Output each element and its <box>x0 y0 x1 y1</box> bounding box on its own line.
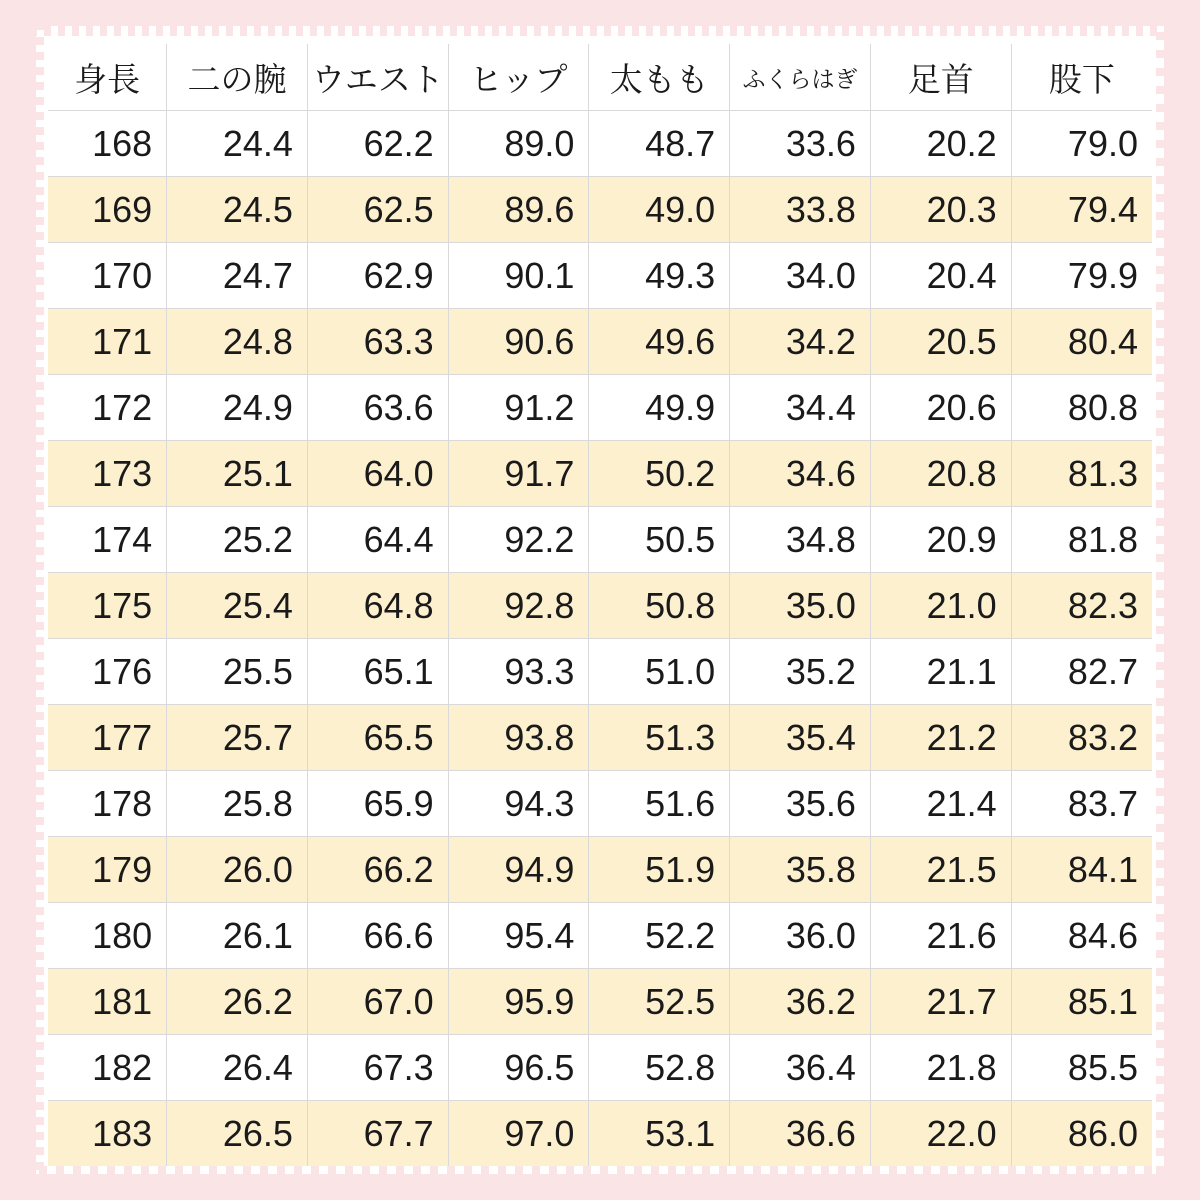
table-row <box>48 375 1152 441</box>
cell-inseam: 82.3 <box>1011 573 1152 639</box>
cell-ankle: 21.0 <box>870 573 1011 639</box>
cell-inseam: 86.0 <box>1011 1101 1152 1167</box>
cell-hip: 90.6 <box>448 309 589 375</box>
cell-thigh: 50.8 <box>589 573 730 639</box>
table-row <box>48 903 1152 969</box>
header-row <box>48 44 1152 111</box>
cell-calf: 34.2 <box>730 309 871 375</box>
cell-inseam: 85.5 <box>1011 1035 1152 1101</box>
cell-height: 169 <box>48 177 167 243</box>
cell-height: 175 <box>48 573 167 639</box>
table-row <box>48 837 1152 903</box>
cell-ankle: 20.8 <box>870 441 1011 507</box>
cell-calf: 36.2 <box>730 969 871 1035</box>
cell-hip: 90.1 <box>448 243 589 309</box>
cell-height: 168 <box>48 111 167 177</box>
cell-waist: 64.4 <box>307 507 448 573</box>
cell-inseam: 81.8 <box>1011 507 1152 573</box>
cell-thigh: 50.5 <box>589 507 730 573</box>
cell-ankle: 20.2 <box>870 111 1011 177</box>
cell-waist: 67.7 <box>307 1101 448 1167</box>
cell-calf: 35.2 <box>730 639 871 705</box>
cell-upper-arm: 25.8 <box>167 771 308 837</box>
table-row <box>48 639 1152 705</box>
cell-waist: 63.3 <box>307 309 448 375</box>
table-row <box>48 507 1152 573</box>
cell-thigh: 51.6 <box>589 771 730 837</box>
cell-hip: 89.6 <box>448 177 589 243</box>
table-row <box>48 771 1152 837</box>
column-header-upper-arm: 二の腕 <box>167 44 308 111</box>
cell-waist: 63.6 <box>307 375 448 441</box>
torn-edge-bottom <box>30 1166 1170 1182</box>
cell-height: 182 <box>48 1035 167 1101</box>
cell-waist: 64.8 <box>307 573 448 639</box>
cell-calf: 33.8 <box>730 177 871 243</box>
column-header-thigh: 太もも <box>589 44 730 111</box>
cell-ankle: 20.5 <box>870 309 1011 375</box>
cell-inseam: 83.7 <box>1011 771 1152 837</box>
table-row <box>48 309 1152 375</box>
cell-thigh: 49.3 <box>589 243 730 309</box>
column-header-calf: ふくらはぎ <box>730 44 871 111</box>
cell-calf: 35.8 <box>730 837 871 903</box>
cell-waist: 65.9 <box>307 771 448 837</box>
cell-ankle: 20.3 <box>870 177 1011 243</box>
cell-waist: 67.0 <box>307 969 448 1035</box>
cell-inseam: 84.1 <box>1011 837 1152 903</box>
cell-height: 177 <box>48 705 167 771</box>
cell-height: 179 <box>48 837 167 903</box>
cell-upper-arm: 26.2 <box>167 969 308 1035</box>
cell-hip: 95.4 <box>448 903 589 969</box>
cell-thigh: 50.2 <box>589 441 730 507</box>
cell-upper-arm: 26.1 <box>167 903 308 969</box>
table-row <box>48 969 1152 1035</box>
cell-ankle: 20.6 <box>870 375 1011 441</box>
torn-edge-right <box>1156 22 1172 1178</box>
cell-waist: 64.0 <box>307 441 448 507</box>
table-body <box>48 111 1152 1167</box>
cell-thigh: 48.7 <box>589 111 730 177</box>
cell-upper-arm: 26.4 <box>167 1035 308 1101</box>
cell-height: 171 <box>48 309 167 375</box>
cell-thigh: 49.9 <box>589 375 730 441</box>
cell-inseam: 80.4 <box>1011 309 1152 375</box>
cell-upper-arm: 24.4 <box>167 111 308 177</box>
cell-calf: 34.8 <box>730 507 871 573</box>
torn-edge-top <box>30 20 1170 36</box>
cell-upper-arm: 25.1 <box>167 441 308 507</box>
cell-thigh: 51.9 <box>589 837 730 903</box>
cell-inseam: 79.9 <box>1011 243 1152 309</box>
cell-thigh: 49.6 <box>589 309 730 375</box>
cell-calf: 36.4 <box>730 1035 871 1101</box>
cell-upper-arm: 25.2 <box>167 507 308 573</box>
cell-thigh: 51.3 <box>589 705 730 771</box>
cell-hip: 91.7 <box>448 441 589 507</box>
cell-height: 176 <box>48 639 167 705</box>
cell-ankle: 21.8 <box>870 1035 1011 1101</box>
cell-waist: 67.3 <box>307 1035 448 1101</box>
cell-inseam: 83.2 <box>1011 705 1152 771</box>
cell-waist: 65.5 <box>307 705 448 771</box>
cell-ankle: 21.4 <box>870 771 1011 837</box>
cell-hip: 94.3 <box>448 771 589 837</box>
table-row <box>48 177 1152 243</box>
cell-hip: 93.8 <box>448 705 589 771</box>
cell-ankle: 20.4 <box>870 243 1011 309</box>
cell-height: 174 <box>48 507 167 573</box>
cell-ankle: 21.6 <box>870 903 1011 969</box>
cell-waist: 62.2 <box>307 111 448 177</box>
table-row <box>48 111 1152 177</box>
cell-height: 170 <box>48 243 167 309</box>
cell-hip: 97.0 <box>448 1101 589 1167</box>
cell-height: 180 <box>48 903 167 969</box>
cell-thigh: 51.0 <box>589 639 730 705</box>
cell-hip: 95.9 <box>448 969 589 1035</box>
column-header-ankle: 足首 <box>870 44 1011 111</box>
cell-thigh: 52.8 <box>589 1035 730 1101</box>
column-header-inseam: 股下 <box>1011 44 1152 111</box>
cell-ankle: 21.2 <box>870 705 1011 771</box>
cell-ankle: 22.0 <box>870 1101 1011 1167</box>
body-measurement-table <box>48 44 1152 1166</box>
cell-calf: 35.4 <box>730 705 871 771</box>
cell-hip: 89.0 <box>448 111 589 177</box>
cell-height: 178 <box>48 771 167 837</box>
cell-calf: 35.0 <box>730 573 871 639</box>
cell-hip: 93.3 <box>448 639 589 705</box>
cell-inseam: 84.6 <box>1011 903 1152 969</box>
table-row <box>48 441 1152 507</box>
cell-upper-arm: 24.5 <box>167 177 308 243</box>
cell-ankle: 20.9 <box>870 507 1011 573</box>
cell-inseam: 82.7 <box>1011 639 1152 705</box>
column-header-waist: ウエスト <box>307 44 448 111</box>
cell-calf: 34.4 <box>730 375 871 441</box>
table-row <box>48 705 1152 771</box>
cell-waist: 66.2 <box>307 837 448 903</box>
cell-calf: 36.0 <box>730 903 871 969</box>
cell-calf: 34.6 <box>730 441 871 507</box>
cell-hip: 92.2 <box>448 507 589 573</box>
torn-edge-left <box>28 22 44 1178</box>
cell-inseam: 85.1 <box>1011 969 1152 1035</box>
table-row <box>48 243 1152 309</box>
column-header-height: 身長 <box>48 44 167 111</box>
cell-thigh: 53.1 <box>589 1101 730 1167</box>
cell-thigh: 52.2 <box>589 903 730 969</box>
cell-inseam: 79.4 <box>1011 177 1152 243</box>
cell-ankle: 21.1 <box>870 639 1011 705</box>
cell-thigh: 49.0 <box>589 177 730 243</box>
cell-waist: 66.6 <box>307 903 448 969</box>
cell-thigh: 52.5 <box>589 969 730 1035</box>
table-row <box>48 1101 1152 1167</box>
cell-inseam: 81.3 <box>1011 441 1152 507</box>
cell-ankle: 21.7 <box>870 969 1011 1035</box>
table-header <box>48 44 1152 111</box>
cell-upper-arm: 25.7 <box>167 705 308 771</box>
cell-waist: 62.9 <box>307 243 448 309</box>
cell-waist: 62.5 <box>307 177 448 243</box>
cell-height: 181 <box>48 969 167 1035</box>
cell-waist: 65.1 <box>307 639 448 705</box>
cell-upper-arm: 24.8 <box>167 309 308 375</box>
cell-ankle: 21.5 <box>870 837 1011 903</box>
cell-height: 173 <box>48 441 167 507</box>
table-row <box>48 573 1152 639</box>
cell-upper-arm: 24.9 <box>167 375 308 441</box>
cell-inseam: 79.0 <box>1011 111 1152 177</box>
cell-hip: 91.2 <box>448 375 589 441</box>
column-header-hip: ヒップ <box>448 44 589 111</box>
cell-upper-arm: 26.0 <box>167 837 308 903</box>
cell-hip: 96.5 <box>448 1035 589 1101</box>
cell-hip: 94.9 <box>448 837 589 903</box>
table-row <box>48 1035 1152 1101</box>
cell-calf: 35.6 <box>730 771 871 837</box>
cell-inseam: 80.8 <box>1011 375 1152 441</box>
cell-upper-arm: 25.4 <box>167 573 308 639</box>
cell-calf: 33.6 <box>730 111 871 177</box>
cell-upper-arm: 26.5 <box>167 1101 308 1167</box>
cell-hip: 92.8 <box>448 573 589 639</box>
cell-height: 172 <box>48 375 167 441</box>
cell-calf: 36.6 <box>730 1101 871 1167</box>
cell-height: 183 <box>48 1101 167 1167</box>
cell-upper-arm: 25.5 <box>167 639 308 705</box>
cell-upper-arm: 24.7 <box>167 243 308 309</box>
cell-calf: 34.0 <box>730 243 871 309</box>
